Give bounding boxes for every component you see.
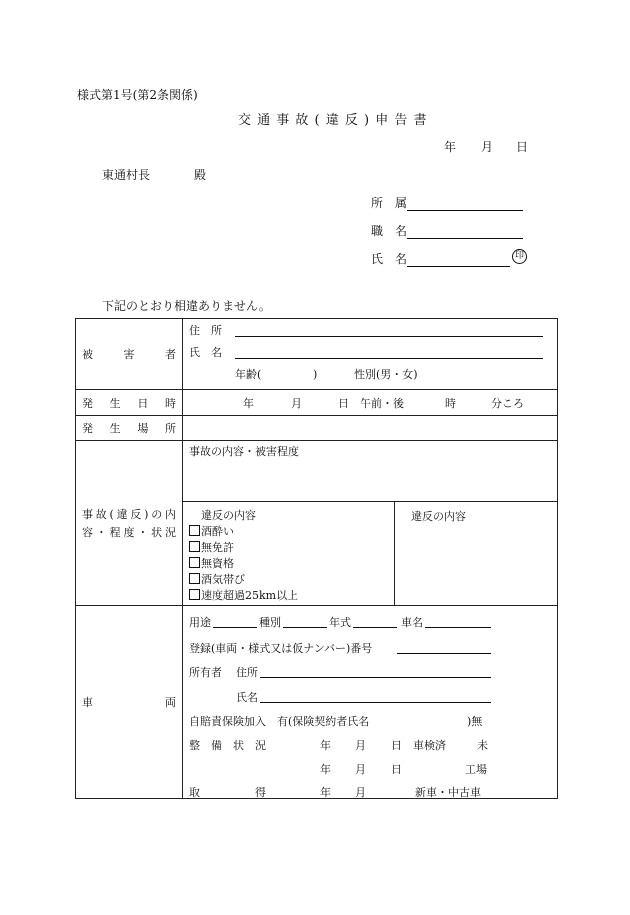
age-close: ) xyxy=(313,368,318,381)
victim-age-sex xyxy=(183,364,557,386)
victim-address-line[interactable] xyxy=(235,336,543,337)
factory: 工場 xyxy=(465,763,487,776)
datetime-row xyxy=(76,390,558,416)
inspection-pending: 未 xyxy=(477,739,488,752)
owner-name-line[interactable] xyxy=(260,689,491,703)
content-row-detail xyxy=(76,441,558,502)
factory-year: 年 xyxy=(320,763,331,776)
checkbox-icon[interactable] xyxy=(189,525,200,536)
victim-name-line[interactable] xyxy=(235,358,543,359)
insurance-none: )無 xyxy=(467,715,483,728)
seal-icon: 印 xyxy=(512,249,527,264)
type-line[interactable] xyxy=(283,614,327,628)
age-label: 年齢( xyxy=(235,368,262,381)
maint-year: 年 xyxy=(320,739,331,752)
date-month: 月 xyxy=(481,140,494,154)
vehicle-row xyxy=(76,606,558,799)
usage-label: 用途 xyxy=(189,616,211,629)
checkbox-icon[interactable] xyxy=(189,589,200,600)
acq-month: 月 xyxy=(355,786,366,799)
dt-day: 日 xyxy=(338,397,349,410)
place-row xyxy=(76,416,558,441)
maintenance-label: 整 備 状 況 xyxy=(189,739,266,752)
content-label-line1: 事故(違反)の内 xyxy=(82,508,176,521)
datetime-cell[interactable] xyxy=(183,390,558,416)
model-year-line[interactable] xyxy=(353,614,397,628)
factory-day: 日 xyxy=(391,763,402,776)
victim-cell xyxy=(183,319,558,390)
victim-label: 被 害 者 xyxy=(76,319,183,390)
document-title: 交 通 事 故 ( 違 反 ) 申 告 書 xyxy=(238,113,428,128)
position-line[interactable] xyxy=(407,225,523,239)
violation-item-alcohol[interactable]: 酒気帯び xyxy=(189,572,388,588)
owner-label: 所有者 xyxy=(189,666,222,679)
affiliation-field[interactable] xyxy=(371,194,523,211)
acq-year: 年 xyxy=(320,786,331,799)
violation-item-unlicensed[interactable]: 無免許 xyxy=(189,540,388,556)
place-cell[interactable] xyxy=(183,416,558,441)
maint-day: 日 xyxy=(391,739,402,752)
content-label-line2: 容・程度・状況 xyxy=(82,526,176,539)
violation-item-speeding[interactable]: 速度超過25km以上 xyxy=(189,588,388,604)
victim-name-label: 氏 名 xyxy=(189,346,222,359)
victim-name-field[interactable] xyxy=(183,342,557,364)
victim-row xyxy=(76,319,558,390)
violation-right-cell[interactable] xyxy=(395,502,558,606)
honorific: 殿 xyxy=(194,168,207,182)
dt-ampm: 午前・後 xyxy=(360,397,404,410)
violation-item-unqualified[interactable]: 無資格 xyxy=(189,556,388,572)
date-day: 日 xyxy=(516,140,529,154)
vehicle-cell xyxy=(183,606,558,799)
factory-month: 月 xyxy=(355,763,366,776)
checkbox-icon[interactable] xyxy=(189,557,200,568)
model-year-label: 年式 xyxy=(329,616,351,629)
new-used: 新車・中古車 xyxy=(415,786,481,799)
date-year: 年 xyxy=(444,140,457,154)
violation-left-title: 違反の内容 xyxy=(201,509,256,522)
vehicle-label: 車 両 xyxy=(76,606,183,799)
affiliation-line[interactable] xyxy=(407,197,523,211)
inspection: 車検済 xyxy=(413,739,446,752)
position-field[interactable] xyxy=(371,222,523,239)
name-label: 氏 名 xyxy=(371,252,408,266)
place-label: 発 生 場 所 xyxy=(76,416,183,441)
violation-item-drunk[interactable]: 酒酔い xyxy=(189,524,388,540)
victim-address-label: 住 所 xyxy=(189,324,222,337)
owner-address-label: 住所 xyxy=(236,666,258,679)
car-name-label: 車名 xyxy=(401,616,423,629)
report-table xyxy=(75,318,558,799)
name-line[interactable] xyxy=(407,253,510,267)
registration-label: 登録(車両・様式又は仮ナンバー)番号 xyxy=(189,642,373,655)
owner-name-label: 氏名 xyxy=(236,691,258,704)
maint-month: 月 xyxy=(355,739,366,752)
dt-minute: 分ころ xyxy=(491,397,524,410)
accident-detail-cell[interactable] xyxy=(183,441,558,502)
violation-left-cell xyxy=(183,502,395,606)
registration-line[interactable] xyxy=(397,640,491,654)
form-number: 様式第1号(第2条関係) xyxy=(77,88,198,102)
sex-label: 性別(男・女) xyxy=(354,368,418,381)
checkbox-icon[interactable] xyxy=(189,541,200,552)
accident-detail-label: 事故の内容・被害程度 xyxy=(189,445,299,458)
usage-line[interactable] xyxy=(213,614,257,628)
affiliation-label: 所 属 xyxy=(371,196,408,210)
position-label: 職 名 xyxy=(371,224,408,238)
acquisition-label: 取 得 xyxy=(189,786,266,799)
addressee: 東通村長 xyxy=(102,168,151,182)
datetime-label: 発 生 日 時 xyxy=(76,390,183,416)
victim-address-field[interactable] xyxy=(183,320,557,342)
insurance-label: 自賠責保険加入 有(保険契約者氏名 xyxy=(189,715,370,728)
checkbox-icon[interactable] xyxy=(189,573,200,584)
type-label: 種別 xyxy=(259,616,281,629)
dt-month: 月 xyxy=(291,397,302,410)
car-name-line[interactable] xyxy=(425,614,491,628)
owner-address-line[interactable] xyxy=(260,664,491,678)
dt-year: 年 xyxy=(243,397,254,410)
name-field[interactable] xyxy=(371,250,510,267)
content-label xyxy=(76,441,183,606)
declaration: 下記のとおり相違ありません。 xyxy=(102,299,271,313)
dt-hour: 時 xyxy=(445,397,456,410)
violation-right-title: 違反の内容 xyxy=(411,510,466,523)
